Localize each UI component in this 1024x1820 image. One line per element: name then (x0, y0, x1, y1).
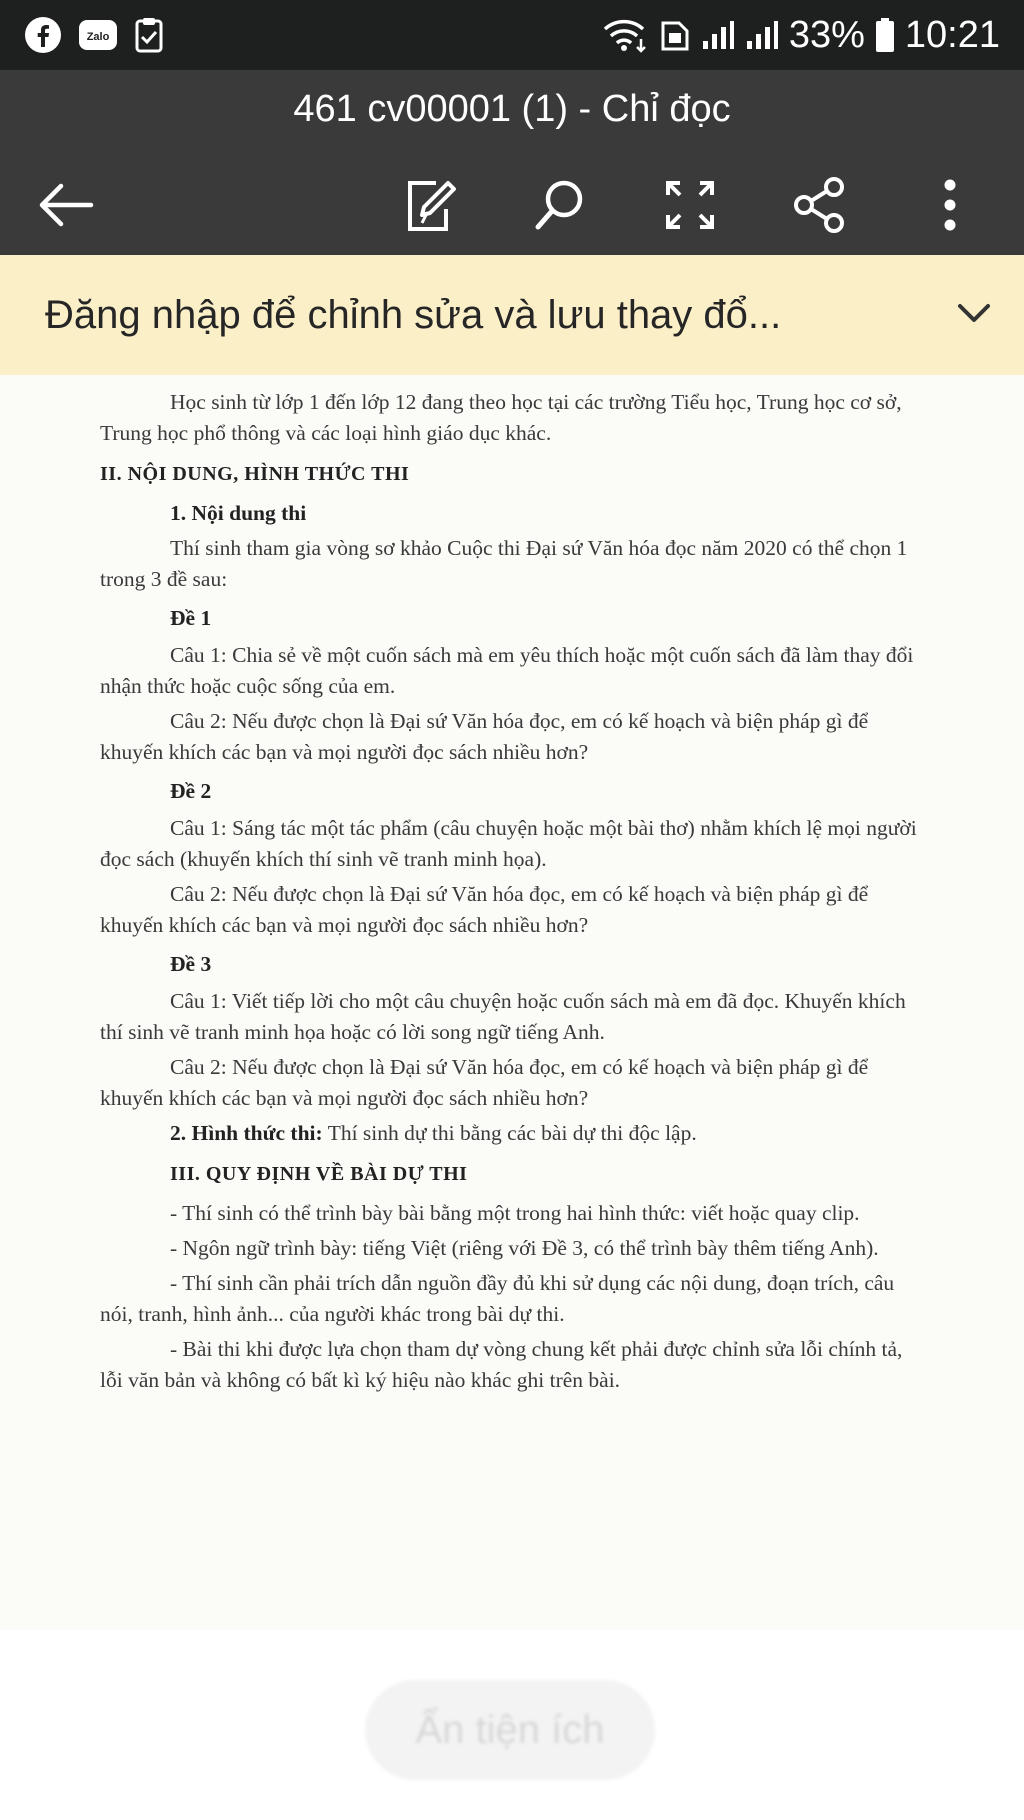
signal-icon (701, 19, 735, 51)
de-2-question-1: Câu 1: Sáng tác một tác phẩm (câu chuyện hoặc một bài thơ) nhằm khích lệ mọi người đọc sách (khuyến khích thí sinh vẽ tranh minh họa). (100, 816, 917, 871)
clock: 10:21 (904, 13, 1000, 56)
document-page[interactable] (0, 375, 1024, 1633)
de-1-question-2: Câu 2: Nếu được chọn là Đại sứ Văn hóa đọc, em có kế hoạch và biện pháp gì để khuyến khích các bạn và mọi người đọc sách nhiều hơn? (100, 709, 869, 764)
rule-4: - Bài thi khi được lựa chọn tham dự vòng chung kết phải được chỉnh sửa lỗi chính tả, lỗi văn bản và không có bất kì ký hiệu nào khác ghi trên bài. (100, 1337, 903, 1392)
de-3-heading: Đề 3 (170, 952, 212, 976)
sim-card-icon (659, 17, 691, 53)
document-content (100, 387, 930, 1400)
de-3-question-1: Câu 1: Viết tiếp lời cho một câu chuyện hoặc cuốn sách mà em đã đọc. Khuyến khích thí sinh vẽ tranh minh họa hoặc có lời song ngữ tiếng Anh. (100, 989, 906, 1044)
edit-icon (400, 175, 460, 235)
chevron-down-icon[interactable] (954, 298, 994, 333)
fullscreen-icon (662, 177, 718, 233)
hide-tools-button[interactable]: Ẩn tiện ích (365, 1680, 655, 1780)
document-title: 461 cv00001 (1) - Chỉ đọc (293, 88, 731, 130)
rule-2: - Ngôn ngữ trình bày: tiếng Việt (riêng với Đề 3, có thể trình bày thêm tiếng Anh). (170, 1236, 879, 1260)
rule-3: - Thí sinh cần phải trích dẫn nguồn đầy đủ khi sử dụng các nội dung, đoạn trích, câu nói, tranh, hình ảnh... của người khác trong bài dự thi. (100, 1271, 895, 1326)
search-button[interactable] (525, 170, 595, 240)
section-3-heading: III. QUY ĐỊNH VỀ BÀI DỰ THI (170, 1163, 468, 1185)
signin-banner[interactable] (0, 255, 1024, 375)
de-2-question-2: Câu 2: Nếu được chọn là Đại sứ Văn hóa đọc, em có kế hoạch và biện pháp gì để khuyến khích các bạn và mọi người đọc sách nhiều hơn? (100, 882, 869, 937)
status-bar (0, 0, 1024, 70)
intro-paragraph: Học sinh từ lớp 1 đến lớp 12 đang theo học tại các trường Tiểu học, Trung học cơ sở, Trung học phổ thông và các loại hình giáo dục khác. (100, 390, 902, 445)
notification-icons (24, 16, 164, 54)
svg-text:Zalo: Zalo (86, 31, 110, 43)
back-icon (35, 180, 95, 230)
edit-button[interactable] (395, 170, 465, 240)
subsection-1-heading: 1. Nội dung thi (170, 501, 307, 525)
de-3-question-2: Câu 2: Nếu được chọn là Đại sứ Văn hóa đọc, em có kế hoạch và biện pháp gì để khuyến khích các bạn và mọi người đọc sách nhiều hơn? (100, 1055, 869, 1110)
back-button[interactable] (30, 170, 100, 240)
search-icon (530, 175, 590, 235)
de-1-heading: Đề 1 (170, 606, 212, 630)
more-options-button[interactable] (915, 170, 985, 240)
clipboard-check-icon (134, 16, 164, 54)
subsection-2-label: 2. Hình thức thi: (170, 1121, 323, 1145)
signal-icon-2 (745, 19, 779, 51)
bottom-area (0, 1630, 1024, 1820)
subsection-1-text: Thí sinh tham gia vòng sơ khảo Cuộc thi Đại sứ Văn hóa đọc năm 2020 có thể chọn 1 trong 3 đề sau: (100, 536, 908, 591)
section-2-heading: II. NỘI DUNG, HÌNH THỨC THI (100, 463, 410, 485)
share-icon (790, 175, 850, 235)
de-1-question-1: Câu 1: Chia sẻ về một cuốn sách mà em yêu thích hoặc một cuốn sách đã làm thay đổi nhận thức hoặc cuộc sống của em. (100, 643, 914, 698)
battery-percent: 33% (788, 13, 865, 56)
facebook-icon (24, 16, 62, 54)
rule-1: - Thí sinh có thể trình bày bài bằng một trong hai hình thức: viết hoặc quay clip. (170, 1201, 860, 1225)
share-button[interactable] (785, 170, 855, 240)
zalo-icon (78, 17, 118, 53)
de-2-heading: Đề 2 (170, 779, 212, 803)
app-bar (0, 70, 1024, 255)
fullscreen-button[interactable] (655, 170, 725, 240)
system-indicators (601, 14, 1000, 57)
more-icon (940, 175, 960, 235)
wifi-icon (601, 17, 649, 53)
subsection-2 (100, 1118, 930, 1149)
signin-banner-text: Đăng nhập để chỉnh sửa và lưu thay đổ... (45, 292, 782, 337)
battery-icon (875, 17, 895, 53)
subsection-2-text: Thí sinh dự thi bằng các bài dự thi độc lập. (327, 1121, 697, 1145)
